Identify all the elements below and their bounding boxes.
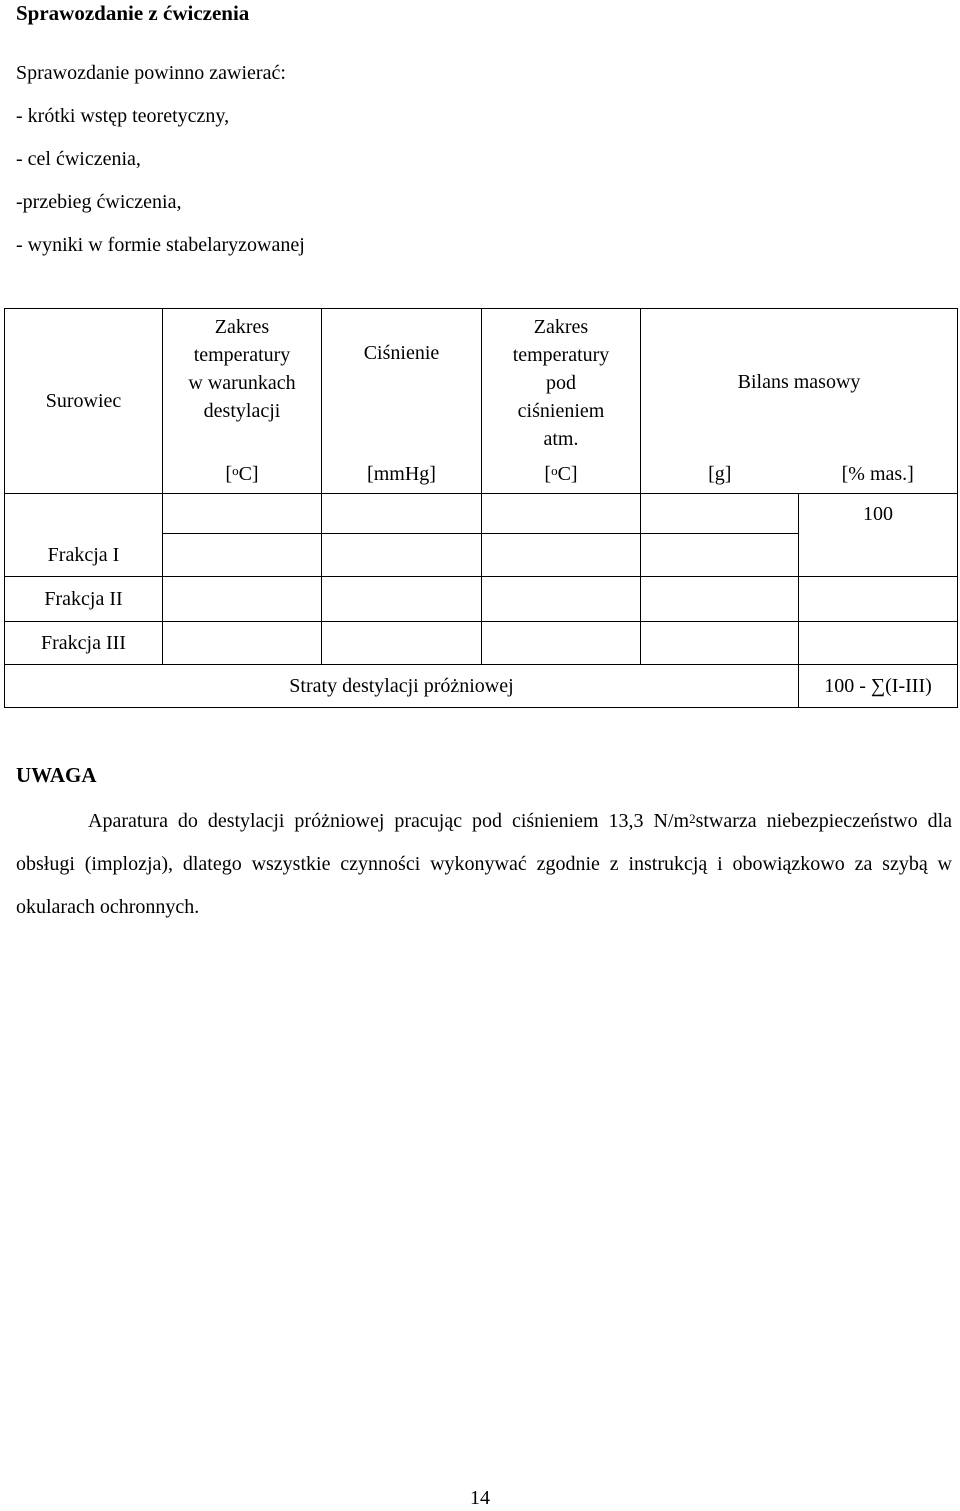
empty-cell [163,534,322,577]
unit-text: C] [557,463,578,486]
warning-superscript: 2 [689,811,696,826]
empty-cell [322,577,482,622]
table-row [5,622,958,665]
empty-cell [641,622,799,665]
warning-text [16,800,952,929]
empty-cell [482,534,641,577]
requirements-intro: Sprawozdanie powinno zawierać: [16,62,286,84]
header-text: temperatury [512,344,610,367]
header-text: temperatury [193,344,291,367]
empty-cell [482,494,641,534]
empty-cell [641,494,799,534]
empty-cell [799,577,958,622]
empty-cell [322,534,482,577]
header-text: w warunkach [188,372,296,395]
report-heading: Sprawozdanie z ćwiczenia [16,1,250,25]
losses-row [5,665,958,708]
table-row [5,534,958,577]
losses-value: 100 - ∑(I-III) [799,665,958,708]
empty-cell [482,577,641,622]
unit-superscript: o [551,463,558,479]
header-mass-balance: Bilans masowy [641,309,958,456]
header-text: destylacji [203,400,281,423]
unit-celsius [163,456,322,494]
empty-cell [641,577,799,622]
warning-title: UWAGA [16,763,97,787]
header-text: Zakres [533,316,589,339]
unit-celsius-atm [482,456,641,494]
requirement-item: - krótki wstęp teoretyczny, [16,105,230,127]
row-label: Frakcja II [5,577,163,622]
requirement-item: -przebieg ćwiczenia, [16,191,182,213]
unit-text: [ [544,463,552,486]
header-row [5,309,958,456]
empty-cell [799,622,958,665]
header-text: Zakres [214,316,270,339]
header-pressure: Ciśnienie [322,309,482,456]
header-text: atm. [543,428,579,451]
unit-text: [ [225,463,233,486]
empty-cell [482,622,641,665]
row-label: Frakcja III [5,622,163,665]
losses-label: Straty destylacji próżniowej [5,665,799,708]
page-number: 14 [470,1487,490,1509]
table-row [5,577,958,622]
empty-cell [322,494,482,534]
warning-text-part: stwarza niebezpieczeństwo dla obsługi (implozja), dlatego wszystkie czynności wykonywać zgodnie z instrukcją i obowiązkowo za szybą w okularach ochronnych. [16,810,952,918]
unit-superscript: o [232,463,239,479]
header-text: pod [546,372,576,395]
total-row [5,494,958,534]
empty-cell [641,534,799,577]
unit-grams: [g] [641,456,799,494]
empty-cell [5,494,163,534]
row-label: Frakcja I [5,534,163,577]
results-table [4,308,958,708]
report-requirements [16,52,305,267]
requirement-item: - wyniki w formie stabelaryzowanej [16,234,305,256]
total-percent: 100 [799,494,958,534]
empty-cell [799,534,958,577]
header-text: ciśnieniem [517,400,605,423]
unit-percent: [% mas.] [799,456,958,494]
empty-cell [322,622,482,665]
unit-text: C] [238,463,259,486]
warning-text-part: Aparatura do destylacji próżniowej pracując pod ciśnieniem 13,3 N/m [88,810,690,832]
empty-cell [163,494,322,534]
header-temperature-range [163,309,322,456]
header-atm-temperature-range [482,309,641,456]
header-raw-material: Surowiec [5,309,163,494]
empty-cell [163,577,322,622]
unit-mmhg: [mmHg] [322,456,482,494]
requirement-item: - cel ćwiczenia, [16,148,141,170]
empty-cell [163,622,322,665]
